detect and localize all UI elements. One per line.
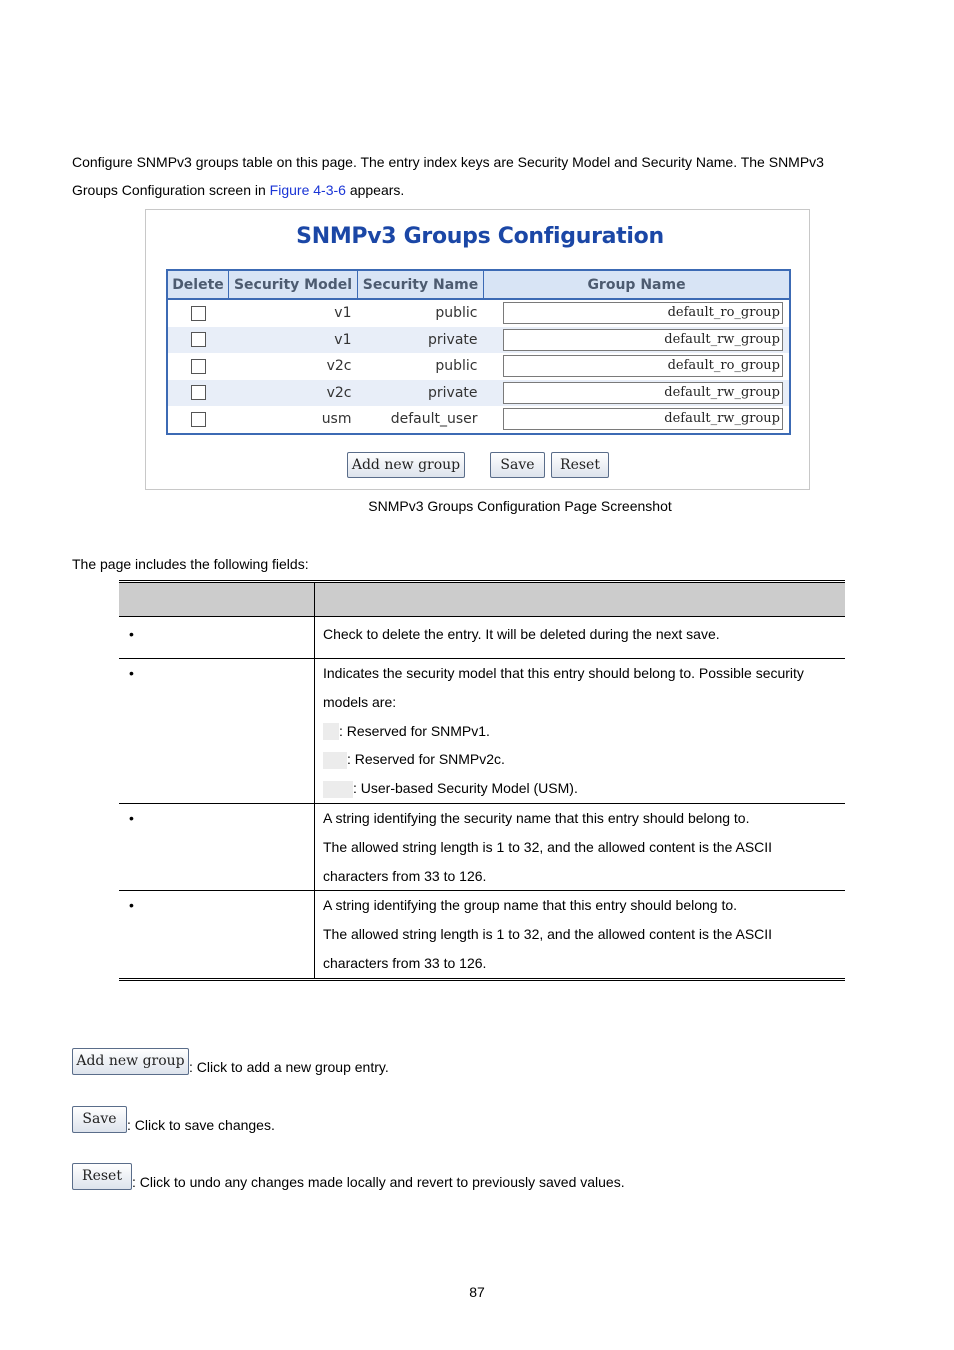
- note-text: : Click to save changes.: [127, 1117, 275, 1133]
- table-row: [119, 659, 845, 804]
- delete-checkbox[interactable]: [191, 306, 206, 321]
- table-row: [167, 353, 790, 380]
- description-line: The allowed string length is 1 to 32, and the allowed content is the ASCII: [323, 838, 773, 855]
- page-number: 87: [469, 1284, 485, 1300]
- security-name-cell: public: [435, 305, 478, 322]
- table-row: [119, 803, 845, 890]
- groups-table: [166, 269, 791, 435]
- security-model-cell: usm: [321, 411, 352, 428]
- table-row: [119, 617, 845, 659]
- save-button-note: [72, 1106, 275, 1133]
- table-row: [119, 891, 845, 979]
- group-name-input[interactable]: default_ro_group: [503, 302, 783, 324]
- security-model-cell: v2c: [229, 380, 358, 407]
- reset-button[interactable]: Reset: [72, 1163, 132, 1190]
- note-text: : Click to add a new group entry.: [189, 1059, 389, 1075]
- header-group-name: Group Name: [484, 270, 791, 299]
- description-line: A string identifying the group name that this entry should belong to.: [323, 897, 738, 914]
- security-name-description: [315, 803, 846, 890]
- figure-link[interactable]: Figure 4-3-6: [269, 182, 346, 198]
- security-name-cell: private: [358, 327, 484, 354]
- screenshot-figure: [145, 209, 810, 490]
- save-button[interactable]: Save: [72, 1106, 127, 1133]
- delete-checkbox[interactable]: [191, 359, 206, 374]
- header-description: [315, 582, 846, 617]
- note-text: : Click to undo any changes made locally and revert to previously saved values.: [132, 1174, 625, 1190]
- table-row: [167, 380, 790, 407]
- screenshot-title: SNMPv3 Groups Configuration: [296, 224, 664, 249]
- group-name-input[interactable]: default_ro_group: [503, 355, 783, 377]
- header-security-model: Security Model: [229, 270, 358, 299]
- bullet: •: [129, 665, 134, 681]
- group-name-input[interactable]: default_rw_group: [503, 382, 783, 404]
- delete-checkbox[interactable]: [191, 385, 206, 400]
- delete-checkbox[interactable]: [191, 412, 206, 427]
- header-delete: Delete: [167, 270, 229, 299]
- header-object: [119, 582, 315, 617]
- security-model-cell: v2c: [326, 358, 352, 375]
- bullet: •: [129, 626, 134, 642]
- description-line: characters from 33 to 126.: [323, 954, 487, 971]
- intro-paragraph: [72, 148, 872, 204]
- save-button[interactable]: Save: [490, 452, 545, 478]
- reset-button-note: [72, 1163, 625, 1190]
- security-name-cell: default_user: [390, 411, 478, 428]
- security-name-cell: private: [358, 380, 484, 407]
- add-new-group-button[interactable]: Add new group: [72, 1048, 189, 1075]
- model-v1-line: : Reserved for SNMPv1.: [323, 717, 837, 746]
- security-model-cell: v1: [334, 305, 352, 322]
- description-line: A string identifying the security name that this entry should belong to.: [323, 809, 750, 826]
- model-usm-line: : User-based Security Model (USM).: [323, 774, 837, 803]
- security-model-cell: v1: [229, 327, 358, 354]
- intro-text: Configure SNMPv3 groups table on this page. The entry index keys are Security Model and Security Name. The SNMPv3 Groups Configuration screen in: [72, 154, 824, 198]
- model-v2c-line: : Reserved for SNMPv2c.: [323, 745, 837, 774]
- table-row: [167, 327, 790, 354]
- group-name-input[interactable]: default_rw_group: [503, 329, 783, 351]
- group-name-input[interactable]: default_rw_group: [503, 408, 783, 430]
- description-line: characters from 33 to 126.: [323, 867, 487, 884]
- table-row: [167, 299, 790, 327]
- reset-button[interactable]: Reset: [551, 452, 609, 478]
- description-line: The allowed string length is 1 to 32, and the allowed content is the ASCII: [323, 926, 773, 943]
- fields-intro: The page includes the following fields:: [72, 556, 309, 572]
- security-model-description: [315, 659, 846, 804]
- description-line: Indicates the security model that this entry should belong to. Possible security: [323, 665, 804, 681]
- description-line: models are:: [323, 693, 397, 710]
- delete-description: Check to delete the entry. It will be deleted during the next save.: [315, 617, 846, 659]
- add-button-note: [72, 1048, 389, 1075]
- fields-table: [119, 580, 845, 981]
- group-name-description: [315, 891, 846, 979]
- figure-caption: SNMPv3 Groups Configuration Page Screenshot: [368, 498, 672, 514]
- delete-checkbox[interactable]: [191, 332, 206, 347]
- table-row: [167, 406, 790, 434]
- security-name-cell: public: [435, 358, 478, 375]
- header-security-name: Security Name: [358, 270, 484, 299]
- intro-text-end: appears.: [345, 182, 405, 198]
- bullet: •: [129, 897, 134, 914]
- add-new-group-button[interactable]: Add new group: [347, 452, 465, 478]
- bullet: •: [129, 809, 134, 826]
- groups-table-header: [167, 270, 790, 299]
- fields-table-header: [119, 582, 845, 617]
